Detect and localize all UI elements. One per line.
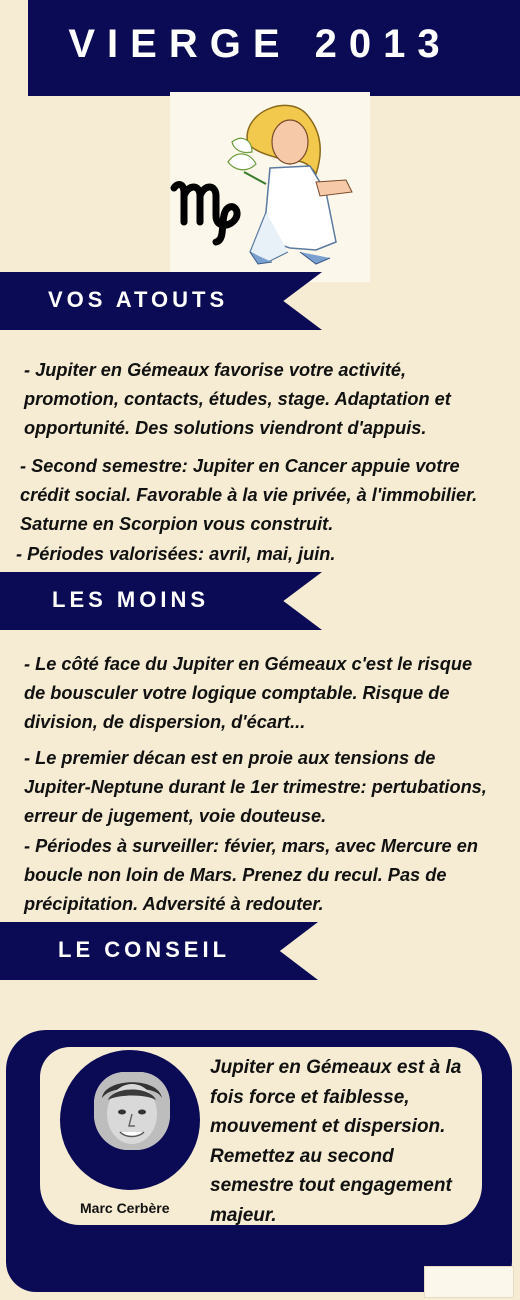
moins-2: - Le premier décan est en proie aux tensions de Jupiter-Neptune durant le 1er trimestre: pertubations, erreur de jugement, voie douteuse. (24, 748, 487, 826)
woman-figure (228, 105, 352, 264)
page-title: VIERGE 2013 (68, 22, 452, 66)
advice-text: Jupiter en Gémeaux est à la fois force et faiblesse, mouvement et dispersion. Remettez au second semestre tout engagement majeur. (210, 1057, 462, 1226)
moins-1: - Le côté face du Jupiter en Gémeaux c'est le risque de bousculer votre logique comptable. Risque de division, de dispersion, d'écart... (24, 654, 473, 732)
virgo-drawing (140, 92, 370, 282)
section-title-conseil: LE CONSEIL (58, 937, 231, 962)
author-name: Marc Cerbère (80, 1200, 170, 1216)
virgo-illustration (140, 92, 370, 282)
atout-2: - Second semestre: Jupiter en Cancer appuie votre crédit social. Favorable à la vie privée, à l'immobilier. Saturne en Scorpion vous construit. (20, 456, 478, 534)
avatar (94, 1072, 170, 1150)
atout-3: - Périodes valorisées: avril, mai, juin. (16, 544, 336, 564)
atout-1: - Jupiter en Gémeaux favorise votre activité, promotion, contacts, études, stage. Adaptation et opportunité. Des solutions viendront d'appuis. (24, 360, 451, 438)
author-portrait (94, 1072, 170, 1150)
moins-3: - Périodes à surveiller: févier, mars, avec Mercure en boucle non loin de Mars. Prenez du recul. Pas de précipitation. Adversité à redouter. (24, 836, 478, 914)
virgo-symbol-icon (174, 185, 237, 242)
section-title-atouts: VOS ATOUTS (48, 287, 229, 312)
decorative-frame (424, 1266, 514, 1298)
section-title-moins: LES MOINS (52, 587, 210, 612)
